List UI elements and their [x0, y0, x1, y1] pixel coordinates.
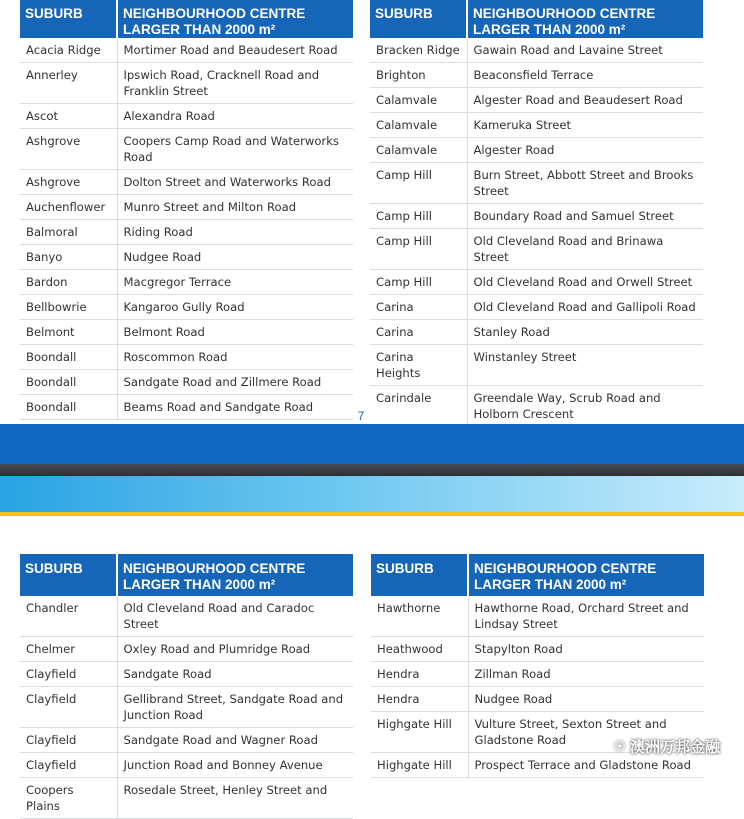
neighbourhood-centre-cell: Winstanley Street [467, 345, 703, 386]
neighbourhood-centre-cell: Sandgate Road and Wagner Road [117, 728, 353, 753]
neighbourhood-centre-cell: Old Cleveland Road and Gallipoli Road [467, 295, 703, 320]
neighbourhood-centre-cell: Beaconsfield Terrace [467, 63, 703, 88]
suburb-column-header: SUBURB [370, 0, 467, 38]
table-row [370, 295, 703, 320]
neighbourhood-centre-cell: Kangaroo Gully Road [117, 295, 353, 320]
table-row [20, 195, 353, 220]
table-row [20, 596, 353, 637]
neighbourhood-centre-cell: Stanley Road [467, 320, 703, 345]
suburb-cell: Camp Hill [370, 204, 467, 229]
table-row [20, 38, 353, 63]
centre-column-header: NEIGHBOURHOOD CENTRE LARGER THAN 2000 m² [468, 554, 704, 596]
suburb-cell: Coopers Plains [20, 778, 117, 819]
suburb-cell: Hendra [371, 662, 468, 687]
table-row [20, 245, 353, 270]
table-row [20, 170, 353, 195]
neighbourhood-centre-cell: Nudgee Road [117, 245, 353, 270]
suburb-cell: Belmont [20, 320, 117, 345]
table-row [370, 88, 703, 113]
table-row [370, 163, 703, 204]
watermark [613, 736, 720, 757]
neighbourhood-centre-cell: Burn Street, Abbott Street and Brooks Street [467, 163, 703, 204]
neighbourhood-centre-cell: Alexandra Road [117, 104, 353, 129]
neighbourhood-centre-cell: Dolton Street and Waterworks Road [117, 170, 353, 195]
neighbourhood-centre-cell: Beams Road and Sandgate Road [117, 395, 353, 420]
neighbourhood-centre-cell: Boundary Road and Samuel Street [467, 204, 703, 229]
suburb-column-header: SUBURB [371, 554, 468, 596]
neighbourhood-centre-cell: Junction Road and Bonney Avenue [117, 753, 353, 778]
neighbourhood-centre-cell: Old Cleveland Road and Orwell Street [467, 270, 703, 295]
neighbourhood-centre-cell: Old Cleveland Road and Brinawa Street [467, 229, 703, 270]
suburb-cell: Highgate Hill [371, 753, 468, 778]
suburb-cell: Acacia Ridge [20, 38, 117, 63]
wechat-icon: ☉ [613, 738, 626, 755]
suburb-cell: Banyo [20, 245, 117, 270]
table-row [371, 687, 704, 712]
neighbourhood-centre-cell: Roscommon Road [117, 345, 353, 370]
neighbourhood-centre-cell: Munro Street and Milton Road [117, 195, 353, 220]
suburb-cell: Ashgrove [20, 129, 117, 170]
neighbourhood-centre-cell: Old Cleveland Road and Caradoc Street [117, 596, 353, 637]
table-row [20, 295, 353, 320]
suburb-cell: Chandler [20, 596, 117, 637]
neighbourhood-centre-cell: Mortimer Road and Beaudesert Road [117, 38, 353, 63]
suburb-cell: Clayfield [20, 662, 117, 687]
table-row [20, 753, 353, 778]
suburb-cell: Calamvale [370, 113, 467, 138]
watermark-text: 澳洲万邦金融 [629, 738, 720, 756]
suburb-cell: Clayfield [20, 687, 117, 728]
suburb-cell: Carina [370, 295, 467, 320]
suburb-cell: Carina Heights [370, 345, 467, 386]
centre-column-header: NEIGHBOURHOOD CENTRE LARGER THAN 2000 m² [117, 0, 353, 38]
suburb-cell: Calamvale [370, 138, 467, 163]
suburb-table-top-left [20, 0, 353, 420]
centre-column-header: NEIGHBOURHOOD CENTRE LARGER THAN 2000 m² [467, 0, 703, 38]
table-row [20, 395, 353, 420]
suburb-cell: Calamvale [370, 88, 467, 113]
table-row [20, 129, 353, 170]
neighbourhood-centre-cell: Prospect Terrace and Gladstone Road [468, 753, 704, 778]
table-row [20, 728, 353, 753]
suburb-cell: Carindale [370, 386, 467, 427]
neighbourhood-centre-cell: Sandgate Road [117, 662, 353, 687]
suburb-table-bottom-left [20, 554, 353, 819]
neighbourhood-centre-cell: Gawain Road and Lavaine Street [467, 38, 703, 63]
suburb-cell: Boondall [20, 370, 117, 395]
table-row [20, 104, 353, 129]
page-header-accent-line [0, 512, 744, 516]
table-row [20, 370, 353, 395]
table-row [371, 637, 704, 662]
suburb-column-header: SUBURB [20, 554, 117, 596]
suburb-cell: Bardon [20, 270, 117, 295]
neighbourhood-centre-cell: Belmont Road [117, 320, 353, 345]
suburb-cell: Bellbowrie [20, 295, 117, 320]
suburb-cell: Clayfield [20, 728, 117, 753]
neighbourhood-centre-cell: Vulture Street, Sexton Street and Gladstone Road [468, 712, 704, 753]
neighbourhood-centre-cell: Macgregor Terrace [117, 270, 353, 295]
table-row [20, 270, 353, 295]
suburb-cell: Brighton [370, 63, 467, 88]
suburb-cell: Boondall [20, 345, 117, 370]
suburb-cell: Annerley [20, 63, 117, 104]
suburb-cell: Ascot [20, 104, 117, 129]
suburb-cell: Camp Hill [370, 270, 467, 295]
neighbourhood-centre-cell: Ipswich Road, Cracknell Road and Franklin Street [117, 63, 353, 104]
table-row [20, 320, 353, 345]
table-row [370, 138, 703, 163]
neighbourhood-centre-cell: Riding Road [117, 220, 353, 245]
neighbourhood-centre-cell: Gellibrand Street, Sandgate Road and Junction Road [117, 687, 353, 728]
table-row [20, 220, 353, 245]
neighbourhood-centre-cell: Algester Road [467, 138, 703, 163]
suburb-cell: Auchenflower [20, 195, 117, 220]
neighbourhood-centre-cell: Stapylton Road [468, 637, 704, 662]
suburb-cell: Bracken Ridge [370, 38, 467, 63]
page-break-band [0, 424, 744, 464]
suburb-cell: Balmoral [20, 220, 117, 245]
neighbourhood-centre-cell: Greendale Way, Scrub Road and Holborn Crescent [467, 386, 703, 427]
table-row [370, 204, 703, 229]
suburb-cell: Heathwood [371, 637, 468, 662]
table-row [20, 63, 353, 104]
neighbourhood-centre-cell: Nudgee Road [468, 687, 704, 712]
neighbourhood-centre-cell: Rosedale Street, Henley Street and [117, 778, 353, 819]
suburb-cell: Hawthorne [371, 596, 468, 637]
page-number: 7 [357, 409, 365, 423]
centre-column-header: NEIGHBOURHOOD CENTRE LARGER THAN 2000 m² [117, 554, 353, 596]
suburb-cell: Boondall [20, 395, 117, 420]
table-row [370, 113, 703, 138]
neighbourhood-centre-cell: Algester Road and Beaudesert Road [467, 88, 703, 113]
suburb-cell: Camp Hill [370, 163, 467, 204]
table-row [20, 662, 353, 687]
suburb-cell: Camp Hill [370, 229, 467, 270]
neighbourhood-centre-cell: Kameruka Street [467, 113, 703, 138]
table-row [370, 229, 703, 270]
neighbourhood-centre-cell: Coopers Camp Road and Waterworks Road [117, 129, 353, 170]
suburb-cell: Chelmer [20, 637, 117, 662]
suburb-cell: Highgate Hill [371, 712, 468, 753]
suburb-cell: Carina [370, 320, 467, 345]
table-row [371, 596, 704, 637]
page-break-shadow [0, 464, 744, 476]
table-row [371, 662, 704, 687]
page-header-gradient [0, 476, 744, 512]
table-row [370, 320, 703, 345]
suburb-table-top-right [370, 0, 703, 452]
table-row [20, 687, 353, 728]
table-row [20, 637, 353, 662]
suburb-cell: Hendra [371, 687, 468, 712]
neighbourhood-centre-cell: Hawthorne Road, Orchard Street and Lindsay Street [468, 596, 704, 637]
neighbourhood-centre-cell: Zillman Road [468, 662, 704, 687]
suburb-cell: Clayfield [20, 753, 117, 778]
table-row [370, 345, 703, 386]
neighbourhood-centre-cell: Sandgate Road and Zillmere Road [117, 370, 353, 395]
suburb-column-header: SUBURB [20, 0, 117, 38]
table-row [20, 778, 353, 819]
neighbourhood-centre-cell: Oxley Road and Plumridge Road [117, 637, 353, 662]
suburb-cell: Ashgrove [20, 170, 117, 195]
table-row [370, 270, 703, 295]
table-row [370, 38, 703, 63]
table-row [370, 386, 703, 427]
table-row [370, 63, 703, 88]
table-row [20, 345, 353, 370]
